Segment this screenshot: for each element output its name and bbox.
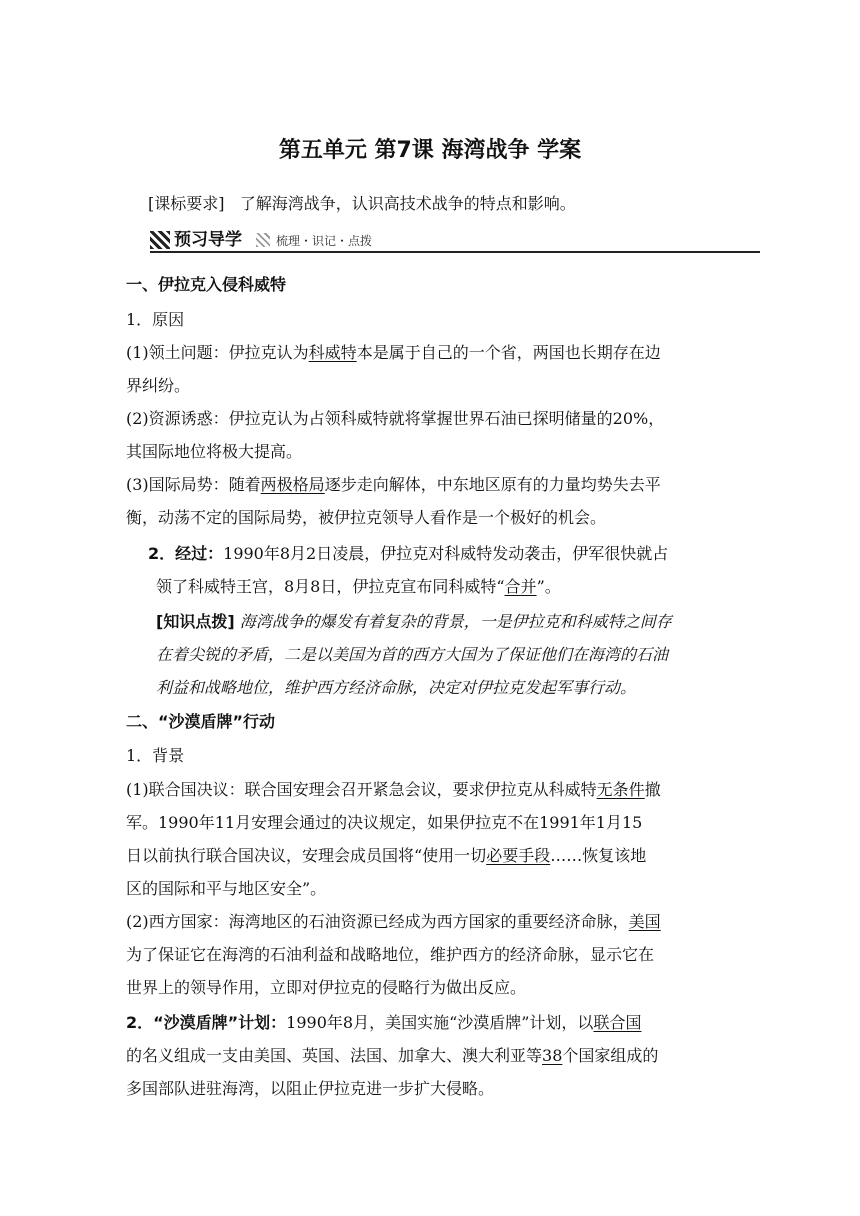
bg-2-line-1 — [126, 912, 661, 932]
text: 本是属于自己的一个省，两国也长期存在边 — [356, 343, 661, 362]
cause-heading: 1．原因 — [126, 310, 185, 329]
text: (2)西方国家：海湾地区的石油资源已经成为西方国家的重要经济命脉， — [126, 912, 629, 931]
curriculum-requirement — [148, 194, 576, 214]
cause-1-line-1 — [126, 343, 661, 363]
preview-banner — [150, 229, 760, 253]
tip-line-2: 在着尖锐的矛盾，二是以美国为首的西方大国为了保证他们在海湾的石油 — [156, 645, 669, 664]
cause-3-line-2: 衡，动荡不定的国际局势，被伊拉克领导人看作是一个极好的机会。 — [126, 508, 607, 527]
requirement-text: 了解海湾战争，认识高技术战争的特点和影响。 — [239, 194, 576, 213]
bg-1-line-4: 区的国际和平与地区安全”。 — [126, 879, 327, 898]
text: (1)联合国决议：联合国安理会召开紧急会议，要求伊拉克从科威特 — [126, 780, 597, 799]
bg-2-line-3: 世界上的领导作用，立即对伊拉克的侵略行为做出反应。 — [126, 978, 527, 997]
requirement-tag: [课标要求] — [148, 194, 225, 213]
underlined-term: 38 — [542, 1046, 563, 1065]
underlined-term: 两极格局 — [260, 475, 325, 494]
text: 1990年8月2日凌晨，伊拉克对科威特发动袭击，伊军很快就占 — [223, 544, 669, 563]
underlined-term: 科威特 — [308, 343, 357, 362]
text: 个国家组成的 — [562, 1046, 659, 1065]
underlined-term: 必要手段 — [486, 846, 551, 865]
text: 的名义组成一支由美国、英国、法国、加拿大、澳大利亚等 — [126, 1046, 543, 1065]
tip-line-1 — [156, 612, 672, 632]
cause-3-line-1 — [126, 475, 661, 495]
text: 撤 — [644, 780, 661, 799]
plan-line-1 — [126, 1013, 641, 1033]
text: (3)国际局势：随着 — [126, 475, 261, 494]
course-label: 2．经过： — [148, 544, 224, 563]
banner-label: 预习导学 — [174, 230, 242, 250]
plan-line-3: 多国部队进驻海湾，以阻止伊拉克进一步扩大侵略。 — [126, 1079, 495, 1098]
cause-2-line-1: (2)资源诱惑：伊拉克认为占领科威特就将掌握世界石油已探明储量的20%， — [126, 409, 665, 428]
underlined-term: 无条件 — [596, 780, 645, 799]
text: ”。 — [536, 577, 561, 596]
text: 1990年8月，美国实施“沙漠盾牌”计划，以 — [286, 1013, 594, 1032]
stripe-decoration-icon — [150, 231, 170, 249]
banner-rule — [150, 251, 760, 253]
tip-line-3: 利益和战略地位，维护西方经济命脉，决定对伊拉克发起军事行动。 — [156, 678, 637, 697]
background-heading: 1．背景 — [126, 746, 185, 765]
bg-1-line-2: 军。1990年11月安理会通过的决议规定，如果伊拉克不在1991年1月15 — [126, 813, 643, 832]
text: ……恢复该地 — [550, 846, 647, 865]
text: 日以前执行联合国决议，安理会成员国将“使用一切 — [126, 846, 487, 865]
text: 逐步走向解体，中东地区原有的力量均势失去平 — [324, 475, 661, 494]
cause-1-line-2: 界纠纷。 — [126, 376, 191, 395]
underlined-term: 合并 — [504, 577, 537, 596]
text: 领了科威特王宫，8月8日，伊拉克宣布同科威特“ — [156, 577, 505, 596]
section-1-heading: 一、伊拉克入侵科威特 — [126, 275, 287, 294]
course-line-1 — [148, 544, 668, 564]
section-2-heading: 二、“沙漠盾牌”行动 — [126, 712, 276, 731]
text: 海湾战争的爆发有着复杂的背景，一是伊拉克和科威特之间存 — [239, 612, 672, 631]
cause-2-line-2: 其国际地位将极大提高。 — [126, 442, 303, 461]
plan-label: 2．“沙漠盾牌”计划： — [126, 1013, 287, 1032]
bg-1-line-3 — [126, 846, 646, 866]
course-line-2 — [156, 577, 561, 597]
stripe-small-icon — [256, 233, 270, 247]
banner-subtitle: 梳理・识记・点拨 — [276, 234, 373, 248]
bg-2-line-2: 为了保证它在海湾的石油利益和战略地位，维护西方的经济命脉，显示它在 — [126, 945, 655, 964]
underlined-term: 联合国 — [593, 1013, 642, 1032]
tip-tag: [知识点拨] — [156, 612, 235, 631]
plan-line-2 — [126, 1046, 658, 1066]
text: (1)领土问题：伊拉克认为 — [126, 343, 309, 362]
bg-1-line-1 — [126, 780, 661, 800]
page-title: 第五单元 第7课 海湾战争 学案 — [278, 138, 582, 163]
underlined-term: 美国 — [628, 912, 661, 931]
